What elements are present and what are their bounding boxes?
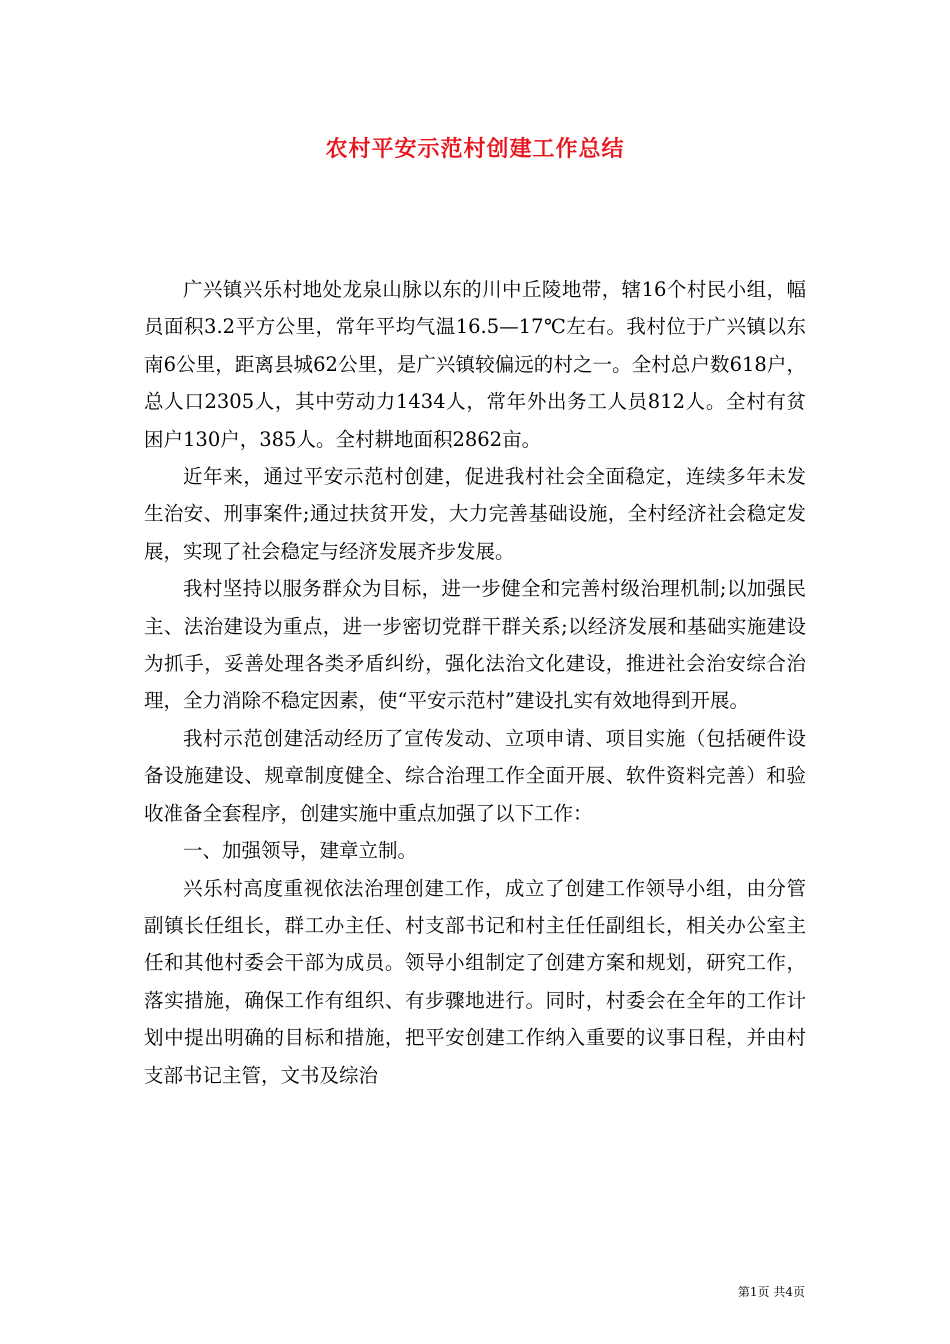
paragraph: 兴乐村高度重视依法治理创建工作，成立了创建工作领导小组，由分管副镇长任组长，群工办主任、村支部书记和村主任任副组长，相关办公室主任和其他村委会干部为成员。领导小组制定了创建方案和规划，研究工作，落实措施，确保工作有组织、有步骤地进行。同时，村委会在全年的工作计划中提出明确的目标和措施，把平安创建工作纳入重要的议事日程，并由村支部书记主管，文书及综治 — [144, 876, 806, 1087]
paragraph: 广兴镇兴乐村地处龙泉山脉以东的川中丘陵地带，辖16个村民小组，幅员面积3.2平方公里，常年平均气温16.5—17℃左右。我村位于广兴镇以东南6公里，距离县城62公里，是广兴镇较偏远的村之一。全村总户数618户，总人口2305人，其中劳动力1434人，常年外出务工人员812人。全村有贫困户130户，385人。全村耕地面积2862亩。 — [144, 278, 806, 451]
document-title: 农村平安示范村创建工作总结 — [325, 136, 625, 162]
document-body — [144, 271, 806, 1094]
page-number-footer: 第1页 共4页 — [737, 1285, 805, 1299]
section-heading: 一、加强领导，建章立制。 — [183, 839, 418, 863]
paragraph: 我村坚持以服务群众为目标，进一步健全和完善村级治理机制;以加强民主、法治建设为重点，进一步密切党群干群关系;以经济发展和基础实施建设为抓手，妥善处理各类矛盾纠纷，强化法治文化建设，推进社会治安综合治理，全力消除不稳定因素，使“平安示范村”建设扎实有效地得到开展。 — [144, 577, 806, 713]
paragraph: 我村示范创建活动经历了宣传发动、立项申请、项目实施（包括硬件设备设施建设、规章制度健全、综合治理工作全面开展、软件资料完善）和验收准备全套程序，创建实施中重点加强了以下工作： — [144, 726, 806, 825]
paragraph: 近年来，通过平安示范村创建，促进我村社会全面稳定，连续多年未发生治安、刑事案件;通过扶贫开发，大力完善基础设施，全村经济社会稳定发展，实现了社会稳定与经济发展齐步发展。 — [144, 465, 806, 563]
